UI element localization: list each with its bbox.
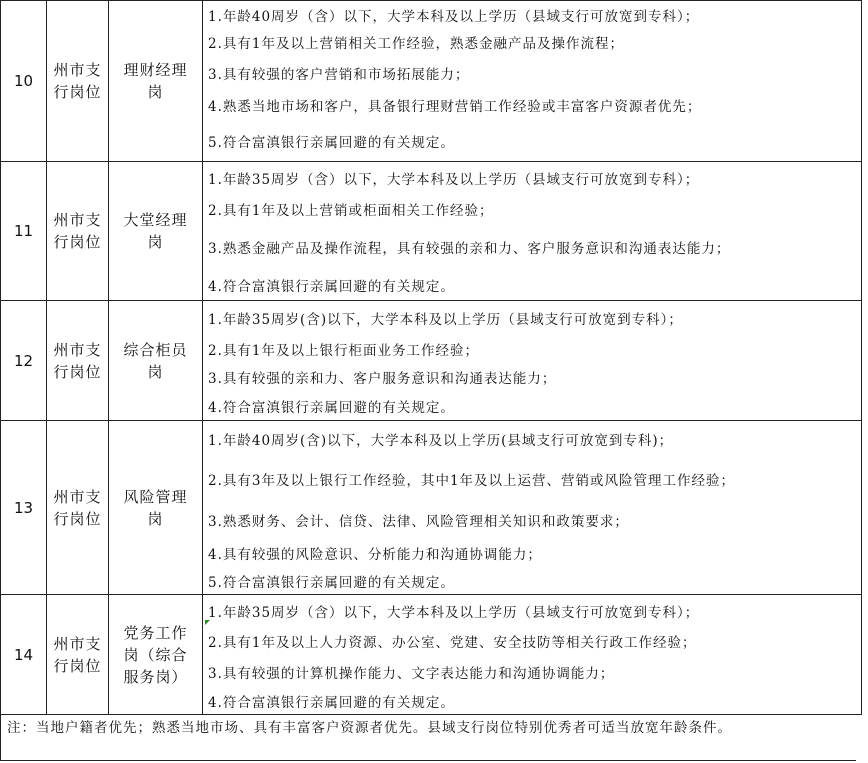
- requirement-line: 4.符合富滇银行亲属回避的有关规定。: [208, 694, 455, 711]
- requirements-cell: [203, 1, 862, 162]
- requirement-line: 3.具有较强的亲和力、客户服务意识和沟通表达能力；: [208, 371, 557, 387]
- requirements-cell: [203, 595, 862, 715]
- table-row: [1, 595, 862, 715]
- requirement-line: 4.符合富滇银行亲属回避的有关规定。: [208, 279, 455, 295]
- footnote: 注：当地户籍者优先；熟悉当地市场、具有丰富客户资源者优先。县域支行岗位特别优秀者可适当放宽年龄条件。: [0, 713, 856, 761]
- table-row: [1, 162, 862, 301]
- post-cell: 党务工作岗（综合服务岗）: [109, 595, 203, 715]
- unit-cell: 州市支行岗位: [47, 162, 109, 301]
- post-cell: 大堂经理岗: [109, 162, 203, 301]
- requirement-line: 2.具有3年及以上银行工作经验，其中1年及以上运营、营销或风险管理工作经验；: [208, 473, 736, 489]
- requirement-line: 3.具有较强的客户营销和市场拓展能力；: [208, 66, 470, 83]
- requirement-line: 3.具有较强的计算机操作能力、文字表达能力和沟通协调能力；: [208, 665, 615, 682]
- requirements-cell: [203, 301, 862, 421]
- unit-cell: 州市支行岗位: [47, 1, 109, 162]
- requirement-line: 1.年龄35周岁（含）以下，大学本科及以上学历（县域支行可放宽到专科）；: [208, 604, 700, 621]
- cell-comment-marker: [205, 620, 210, 625]
- unit-cell: 州市支行岗位: [47, 421, 109, 595]
- requirement-line: 1.年龄35周岁（含）以下，大学本科及以上学历（县域支行可放宽到专科）；: [208, 172, 700, 188]
- requirements-cell: [203, 162, 862, 301]
- requirement-line: 3.熟悉财务、会计、信贷、法律、风险管理相关知识和政策要求；: [208, 513, 629, 530]
- row-number: 14: [1, 595, 47, 715]
- row-number: 13: [1, 421, 47, 595]
- requirement-line: 5.符合富滇银行亲属回避的有关规定。: [208, 134, 455, 151]
- requirement-line: 1.年龄35周岁(含)以下，大学本科及以上学历（县域支行可放宽到专科）；: [208, 311, 683, 328]
- requirement-line: 3.熟悉金融产品及操作流程，具有较强的亲和力、客户服务意识和沟通表达能力；: [208, 241, 731, 257]
- requirement-line: 2.具有1年及以上营销相关工作经验，熟悉金融产品及操作流程；: [208, 36, 624, 52]
- requirement-line: 4.具有较强的风险意识、分析能力和沟通协调能力；: [208, 546, 542, 563]
- post-cell: 综合柜员岗: [109, 301, 203, 421]
- table-row: [1, 1, 862, 162]
- table-row: [1, 301, 862, 421]
- row-number: 11: [1, 162, 47, 301]
- requirements-cell: [203, 421, 862, 595]
- table-row: [1, 421, 862, 595]
- requirement-line: 2.具有1年及以上人力资源、办公室、党建、安全技防等相关行政工作经验；: [208, 635, 697, 651]
- requirement-line: 2.具有1年及以上营销或柜面相关工作经验；: [208, 203, 494, 219]
- requirement-line: 4.符合富滇银行亲属回避的有关规定。: [208, 399, 455, 416]
- post-cell: 理财经理岗: [109, 1, 203, 162]
- unit-cell: 州市支行岗位: [47, 595, 109, 715]
- requirement-line: 2.具有1年及以上银行柜面业务工作经验；: [208, 342, 479, 359]
- post-cell: 风险管理岗: [109, 421, 203, 595]
- requirement-line: 1.年龄40周岁(含)以下，大学本科及以上学历(县域支行可放宽到专科)；: [208, 433, 674, 449]
- row-number: 12: [1, 301, 47, 421]
- requirement-line: 4.熟悉当地市场和客户，具备银行理财营销工作经验或丰富客户资源者优先；: [208, 98, 702, 115]
- requirement-line: 1.年龄40周岁（含）以下，大学本科及以上学历（县域支行可放宽到专科）；: [208, 8, 700, 25]
- row-number: 10: [1, 1, 47, 162]
- requirement-line: 5.符合富滇银行亲属回避的有关规定。: [208, 574, 455, 591]
- unit-cell: 州市支行岗位: [47, 301, 109, 421]
